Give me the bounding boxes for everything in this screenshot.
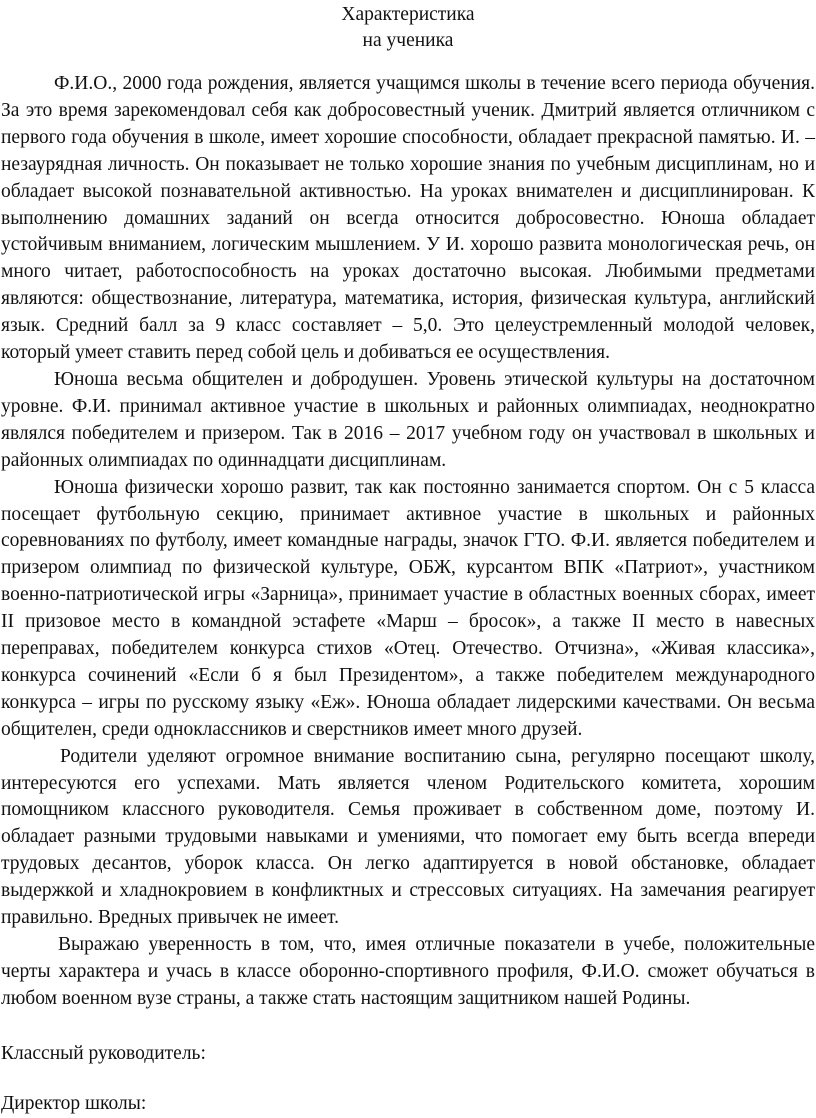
document-title-line2: на ученика: [362, 30, 454, 51]
paragraph-conclusion: Выражаю уверенность в том, что, имея отличные показатели в учебе, положительные черты характера и учась в классе оборонно-спортивного профиля, Ф.И.О. сможет обучаться в любом военном вузе страны, а также стать настоящим защитником нашей Родины.: [1, 934, 815, 1009]
paragraph-sports: Юноша физически хорошо развит, так как постоянно занимается спортом. Он с 5 класса посещает футбольную секцию, принимает активное участие в школьных и районных соревнованиях по футболу, имеет командные награды, значок ГТО. Ф.И. является победителем и призером олимпиад по физической культуре, ОБЖ, курсантом ВПК «Патриот», участником военно-патриотической игры «Зарница», принимает участие в областных военных сборах, имеет II призовое место в командной эстафете «Марш – бросок», а также II место в навесных переправах, победителем конкурса стихов «Отец. Отечество. Отчизна», «Живая классика», конкурса сочинений «Если б я был Президентом», а также победителем международного конкурса – игры по русскому языку «Еж». Юноша обладает лидерскими качествами. Он весьма общителен, среди одноклассников и сверстников имеет много друзей.: [1, 476, 815, 740]
document-body: [1, 71, 815, 1013]
signature-director: Директор школы:: [1, 1092, 147, 1114]
paragraph-academic: Ф.И.О., 2000 года рождения, является учащимся школы в течение всего периода обучения. За это время зарекомендовал себя как добросовестный ученик. Дмитрий является отличником с первого года обучения в школе, имеет хорошие способности, обладает прекрасной памятью. И. – незаурядная личность. Он показывает не только хорошие знания по учебным дисциплинам, но и обладает высокой познавательной активностью. На уроках внимателен и дисциплинирован. К выполнению домашних заданий он всегда относится добросовестно. Юноша обладает устойчивым вниманием, логическим мышлением. У И. хорошо развита монологическая речь, он много читает, работоспособность на уроках достаточно высокая. Любимыми предметами являются: обществознание, литература, математика, история, физическая культура, английский язык. Средний балл за 9 класс составляет – 5,0. Это целеустремленный молодой человек, который умеет ставить перед собой цель и добиваться ее осуществления.: [1, 73, 815, 364]
document-title-line1: Характеристика: [341, 4, 475, 25]
paragraph-olympiads: Юноша весьма общителен и добродушен. Уровень этической культуры на достаточном уровне. Ф.И. принимал активное участие в школьных и районных олимпиадах, неоднократно являлся победителем и призером. Так в 2016 – 2017 учебном году он участвовал в школьных и районных олимпиадах по одиннадцати дисциплинам.: [1, 368, 815, 471]
signature-class-teacher: Классный руководитель:: [1, 1042, 206, 1064]
paragraph-family: Родители уделяют огромное внимание воспитанию сына, регулярно посещают школу, интересуются его успехами. Мать является членом Родительского комитета, хорошим помощником классного руководителя. Семья проживает в собственном доме, поэтому И. обладает разными трудовыми навыками и умениями, что помогает ему быть всегда впереди трудовых десантов, уборок класса. Он легко адаптируется в новой обстановке, обладает выдержкой и хладнокровием в конфликтных и стрессовых ситуациях. На замечания реагирует правильно. Вредных привычек не имеет.: [1, 745, 815, 929]
